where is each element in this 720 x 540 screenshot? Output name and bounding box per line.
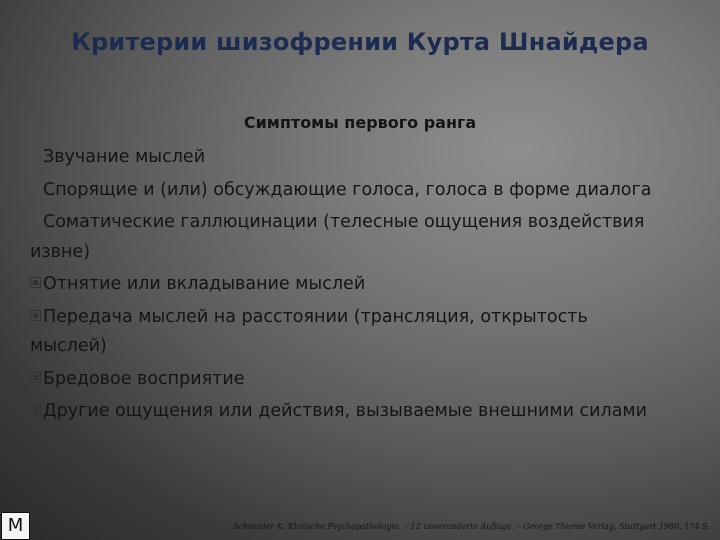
corner-label-box: M [1, 512, 30, 540]
bullet-icon [30, 372, 41, 383]
list-item-text: Соматические галлюцинации (телесные ощущения воздействия извне) [30, 212, 645, 262]
slide-title: Критерии шизофрении Курта Шнайдера [71, 28, 649, 56]
list-item [30, 208, 670, 267]
list-item-text: Другие ощущения или действия, вызываемые внешними силами [43, 401, 647, 421]
list-item [30, 397, 670, 427]
bullet-icon [30, 277, 41, 288]
list-item [30, 270, 670, 300]
bullet-icon [30, 404, 41, 415]
list-item-text: Отнятие или вкладывание мыслей [43, 274, 366, 294]
list-item-text: Передача мыслей на расстоянии (трансляция, открытость мыслей) [30, 306, 588, 356]
list-item [30, 143, 670, 173]
list-item-text: Бредовое восприятие [43, 368, 245, 389]
bullet-icon [30, 310, 41, 321]
list-item-text: Спорящие и (или) обсуждающие голоса, голоса в форме диалога [43, 179, 652, 200]
symptom-list [30, 143, 670, 430]
list-item [30, 365, 670, 395]
list-item [30, 303, 670, 362]
citation-footnote: Schneider K. Klinische Psychopathologie. – 12 unveranderte Auflage. – George Thieme Verlag, Stuttgart 1980, 174 S. [233, 522, 710, 531]
section-subtitle: Симптомы первого ранга [243, 113, 477, 132]
list-item-text: Звучание мыслей [43, 147, 206, 167]
list-item [30, 176, 670, 206]
